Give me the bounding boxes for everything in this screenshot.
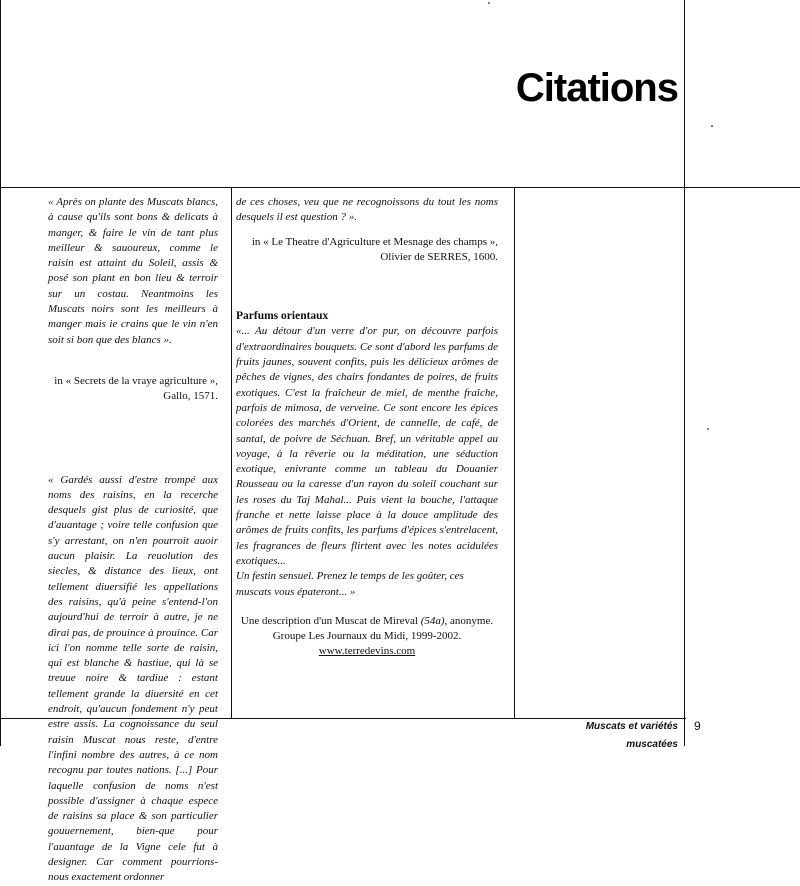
middle-column xyxy=(236,195,498,660)
quote-text: « Après on plante des Muscats blancs, à cause qu'ils sont bons & delicats à manger, & faire le vin de tant plus meilleur & sauoureux, comme le raisin est attaint du Soleil, assis & posé son plant en bon lieu & terroir sur un costau. Neantmoins les Muscats noirs sont les meilleurs à manger mais ie crains que le vin n'en soit si bon que des blancs ». xyxy=(48,196,218,346)
quote-source: Groupe Les Journaux du Midi, 1999-2002. xyxy=(272,630,462,643)
left-page-border xyxy=(0,0,1,746)
quote-source xyxy=(236,614,498,629)
quote-text: «... Au détour d'un verre d'or pur, on découvre parfois d'extraordinaires bouquets. Ce sont d'abord les parfums de fruits jaunes, souvent confits, puis les délicieux arômes de pêches de vignes, des chairs fondantes de poires, de fruits exotiques. C'est la fraîcheur de miel, de menthe fraîche, parfois de mimosa, de verveine. Ce sont encore les épices colorées des marchés d'Orient, de cannelle, de café, de santal, de poivre de Séchuan. Bref, un véritable appel au voyage, à la rêverie ou la méditation, une séduction exotique, enivrante comme un tableau du Douanier Rousseau ou la caresse d'un rayon du soleil couchant sur les roses du Taj Mahal... Puis vient la bouche, l'attaque franche et nette laisse place à la douce amplitude des arômes de fruits confits, les parfums d'épices s'entrelacent, les fragrances de fleurs flirtent avec les notes acidulées exotiques... xyxy=(236,325,498,567)
quote-text: de ces choses, veu que ne recognoissons du tout les noms desquels il est question ? ». xyxy=(236,196,498,224)
source-text: Une description d'un Muscat de Mireval xyxy=(240,614,421,627)
scan-speck xyxy=(488,2,490,4)
section-heading: Parfums orientaux xyxy=(236,310,329,323)
source-text: , anonyme. xyxy=(444,614,494,627)
page-number: 9 xyxy=(694,719,701,733)
quote-source: in « Le Theatre d'Agriculture et Mesnage des champs », xyxy=(251,235,498,248)
page-title: Citations xyxy=(515,66,678,110)
scan-speck xyxy=(711,125,713,127)
footer-section-title: Muscats et variétés muscatées xyxy=(585,721,678,750)
quote-text: « Gardés aussi d'estre trompé aux noms des raisins, en la recerche desquels gist plus de curiosité, que d'auantage ; voire telle confusion que s'y arrestant, on n'en pourroit auoir aucun plaisir. La reuolution des siecles, & distance des lieux, ont tellement diuersifié les appellations des raisins, qu'à peine s'entend-l'on aujourd'hui de terroir à autre, je ne dirai pas, de prouince à prouince. Car ici l'on nomme telle sorte de raisin, qui est blanche & hastiue, qui là se treuue noire & tardiue : estant tellement grande la diuersité en cet endroit, qu'aucun fondement n'y peut estre assis. La cognoissance du seul raisin Muscat nous reste, d'entre l'infini nombre des autres, à ce nom recognu par toutes nations. [...] Pour laquelle confusion de noms n'est possible d'assigner à chaque espece de raisins sa place & son particulier gouuernement, bien-que pour l'auantage de la Vigne cele fut à designer. Car comment pourrions-nous exactement ordonner xyxy=(48,473,218,884)
left-column xyxy=(48,195,218,886)
top-horizontal-rule xyxy=(0,187,800,188)
quote-source: Gallo, 1571. xyxy=(163,390,218,403)
column-rule-1 xyxy=(231,188,232,718)
quote-source: in « Secrets de la vraye agriculture », xyxy=(54,374,218,387)
wine-reference: (54a) xyxy=(420,614,445,627)
column-rule-2 xyxy=(514,188,515,718)
quote-text: Un festin sensuel. Prenez le temps de les goûter, ces muscats vous épateront... » xyxy=(236,570,464,598)
quote-source: Olivier de SERRES, 1600. xyxy=(380,250,498,263)
scan-speck xyxy=(707,428,709,430)
right-margin-rule xyxy=(684,0,685,746)
source-link[interactable]: www.terredevins.com xyxy=(318,645,416,658)
